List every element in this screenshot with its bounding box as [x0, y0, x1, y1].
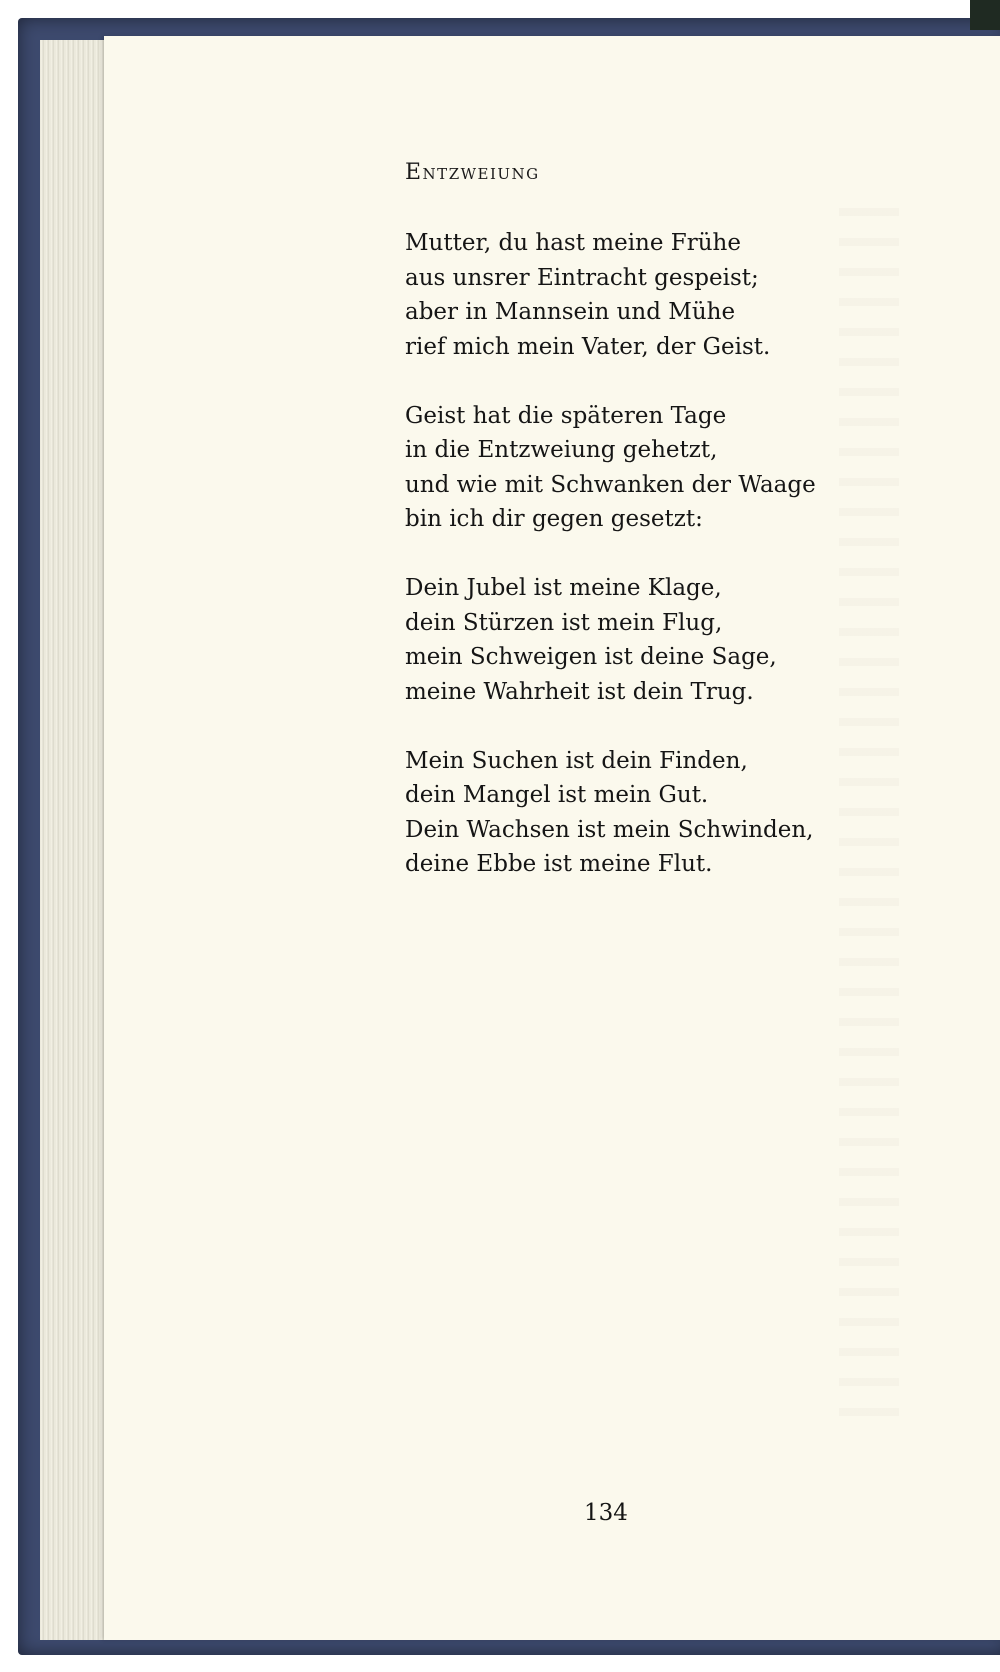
poem-line: in die Entzweiung gehetzt, [405, 437, 718, 463]
poem-line: Dein Wachsen ist mein Schwinden, [405, 816, 814, 843]
poem-line: Dein Jubel ist meine Klage, [405, 575, 722, 601]
poem-line: mein Schweigen ist deine Sage, [405, 644, 777, 670]
poem-line: deine Ebbe ist meine Flut. [405, 851, 713, 877]
poem-line: Geist hat die späteren Tage [405, 402, 727, 429]
stanza [405, 399, 855, 537]
poem-line: aus unsrer Eintracht gespeist; [405, 264, 759, 291]
poem-line: und wie mit Schwanken der Waage [405, 471, 816, 498]
page-number: 134 [584, 1500, 628, 1526]
poem-line: Mein Suchen ist dein Finden, [405, 747, 748, 774]
poem-line: Mutter, du hast meine Frühe [405, 230, 741, 256]
poem-line: meine Wahrheit ist dein Trug. [405, 678, 754, 705]
poem-title: Entzweiung [405, 160, 540, 185]
poem-line: dein Mangel ist mein Gut. [405, 782, 709, 808]
poem-line: dein Stürzen ist mein Flug, [405, 609, 723, 636]
stanza [405, 226, 855, 364]
stanza [405, 744, 855, 882]
poem-line: aber in Mannsein und Mühe [405, 299, 736, 325]
page-edges [40, 40, 110, 1640]
poem-line: rief mich mein Vater, der Geist. [405, 333, 771, 360]
poem-line: bin ich dir gegen gesetzt: [405, 506, 703, 532]
stanza [405, 571, 855, 709]
poem-body [405, 226, 855, 916]
cover-corner [970, 0, 1000, 30]
